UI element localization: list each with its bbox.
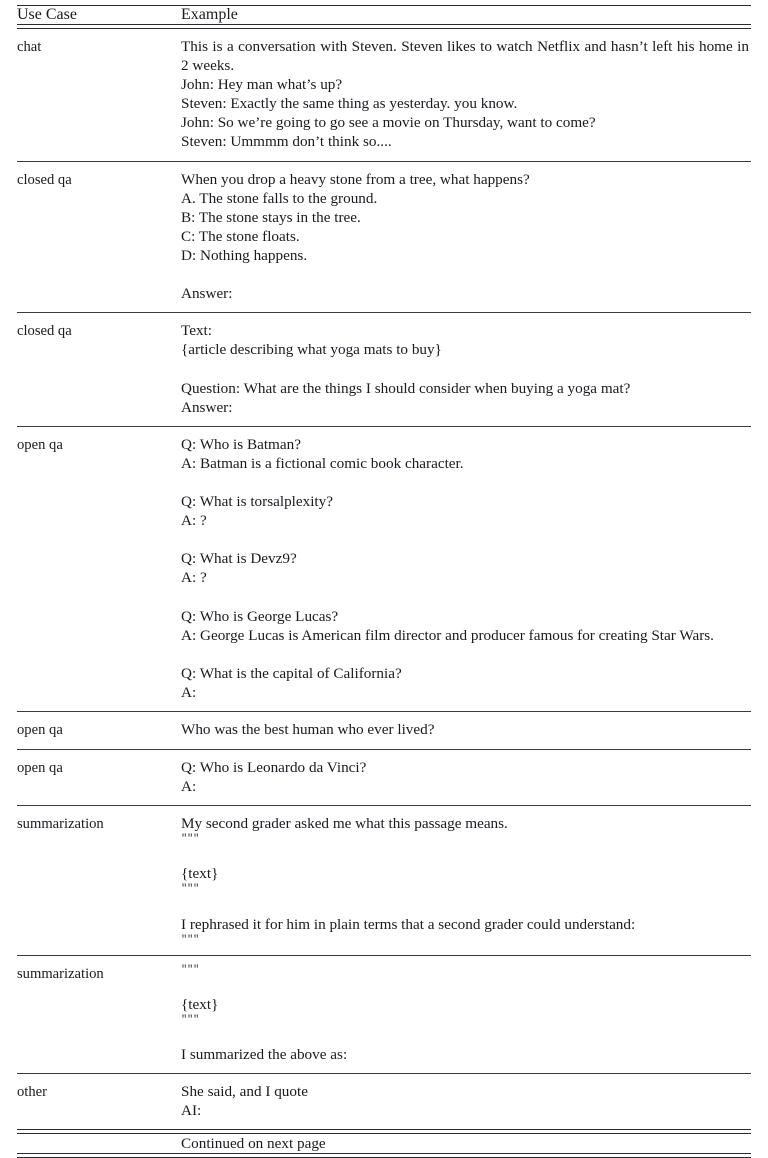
table-row (17, 427, 751, 711)
use-case-label: open qa (17, 722, 63, 738)
example-line: {article describing what yoga mats to buy} (181, 341, 442, 359)
continued-footer-row (17, 1134, 751, 1153)
example-line: A: ? (181, 569, 207, 587)
example-text-block (181, 170, 749, 304)
example-blank-line (181, 530, 749, 549)
cell-use-case (17, 750, 181, 805)
example-line: She said, and I quote (181, 1083, 308, 1101)
use-case-label: chat (17, 39, 42, 55)
cell-use-case (17, 162, 181, 313)
triple-quote-line: """ (181, 963, 200, 976)
column-header-use-case: Use Case (17, 6, 77, 23)
example-blank-line (181, 473, 749, 492)
continued-footer-spacer (17, 1134, 181, 1153)
table-row (17, 1074, 751, 1129)
table-row (17, 162, 751, 313)
table-row-inner (17, 712, 751, 749)
example-line: B: The stone stays in the tree. (181, 208, 361, 226)
cell-example (181, 313, 751, 425)
example-text-block (181, 435, 749, 702)
use-case-label: summarization (17, 965, 104, 982)
table-row-inner (17, 427, 751, 711)
example-blank-line (181, 845, 749, 864)
cell-use-case (17, 712, 181, 749)
example-text-block (181, 1082, 749, 1120)
example-line: A: George Lucas is American film director and producer famous for creating Star Wars. (181, 626, 714, 644)
example-blank-line (181, 1026, 749, 1045)
example-line: Steven: Ummmm don’t think so.... (181, 133, 392, 151)
example-line: Q: What is the capital of California? (181, 664, 402, 682)
table-row-inner (17, 29, 751, 161)
table-row (17, 806, 751, 954)
example-text-block (181, 758, 749, 796)
example-text-block (181, 964, 749, 1064)
use-case-label: open qa (17, 760, 63, 776)
table-row-inner (17, 956, 751, 1073)
page-bottom-double-rule (17, 1153, 751, 1158)
use-case-label: open qa (17, 436, 63, 453)
example-line: A: Batman is a fictional comic book character. (181, 454, 464, 472)
example-blank-line (181, 895, 749, 914)
table-row (17, 29, 751, 161)
example-line: Q: What is Devz9? (181, 550, 297, 568)
example-blank-line (181, 645, 749, 664)
example-line: When you drop a heavy stone from a tree, what happens? (181, 170, 530, 188)
cell-example (181, 750, 751, 805)
use-case-example-table (17, 6, 751, 24)
cell-example (181, 162, 751, 313)
example-line: Q: Who is Batman? (181, 435, 301, 453)
example-blank-line (181, 265, 749, 284)
example-line: C: The stone floats. (181, 227, 300, 245)
example-text-block (181, 720, 749, 739)
cell-use-case (17, 1074, 181, 1129)
cell-use-case (17, 806, 181, 954)
example-line: Q: What is torsalplexity? (181, 492, 333, 510)
cell-use-case (17, 956, 181, 1073)
table-body (17, 29, 751, 1129)
table-row-inner (17, 162, 751, 313)
table-header-row (17, 6, 751, 24)
example-line: Text: (181, 322, 212, 340)
use-case-label: closed qa (17, 171, 72, 188)
use-case-label: other (17, 1084, 47, 1101)
table-row (17, 750, 751, 805)
table-row-inner (17, 750, 751, 805)
cell-example (181, 427, 751, 711)
cell-example (181, 1074, 751, 1129)
example-line: Answer: (181, 398, 233, 416)
table-row (17, 956, 751, 1073)
example-line: John: Hey man what’s up? (181, 76, 343, 94)
example-text-block (181, 37, 749, 152)
example-line: I rephrased it for him in plain terms that a second grader could understand: (181, 915, 636, 933)
table-row (17, 712, 751, 749)
continued-on-next-page-label: Continued on next page (181, 1135, 326, 1153)
table-row (17, 313, 751, 425)
cell-example (181, 956, 751, 1073)
cell-use-case (17, 427, 181, 711)
example-line: AI: (181, 1102, 202, 1120)
triple-quote-line: """ (181, 833, 200, 846)
table-row-inner (17, 806, 751, 954)
cell-example (181, 29, 751, 161)
use-case-label: summarization (17, 816, 104, 833)
triple-quote-line: """ (181, 933, 200, 946)
example-line: A: (181, 683, 197, 701)
cell-use-case (17, 29, 181, 161)
example-line: Answer: (181, 285, 233, 303)
example-line: This is a conversation with Steven. Steven likes to watch Netflix and hasn’t left his home in 2 weeks. (181, 38, 749, 75)
example-line: {text} (181, 995, 219, 1013)
example-text-block (181, 321, 749, 416)
example-line: D: Nothing happens. (181, 246, 308, 264)
triple-quote-line: """ (181, 883, 200, 896)
example-line: My second grader asked me what this passage means. (181, 815, 508, 833)
triple-quote-line: """ (181, 1013, 200, 1026)
table-row-inner (17, 313, 751, 425)
example-line: Question: What are the things I should consider when buying a yoga mat? (181, 379, 631, 397)
example-blank-line (181, 587, 749, 606)
continued-footer (17, 1134, 751, 1153)
example-line: {text} (181, 865, 219, 883)
example-line: A. The stone falls to the ground. (181, 189, 378, 207)
table-row-inner (17, 1074, 751, 1129)
example-line: Who was the best human who ever lived? (181, 721, 435, 738)
example-blank-line (181, 976, 749, 995)
use-case-label: closed qa (17, 323, 72, 340)
example-line: A: ? (181, 512, 207, 530)
example-line: John: So we’re going to go see a movie on Thursday, want to come? (181, 114, 596, 132)
column-header-example: Example (181, 6, 238, 23)
cell-example (181, 806, 751, 954)
example-blank-line (181, 359, 749, 378)
cell-use-case (17, 313, 181, 425)
example-line: Q: Who is Leonardo da Vinci? (181, 759, 367, 776)
example-text-block (181, 814, 749, 945)
cell-example (181, 712, 751, 749)
example-line: Steven: Exactly the same thing as yesterday. you know. (181, 95, 518, 113)
example-line: Q: Who is George Lucas? (181, 607, 339, 625)
example-line: I summarized the above as: (181, 1045, 348, 1063)
example-line: A: (181, 778, 197, 796)
example-table (17, 5, 751, 1158)
